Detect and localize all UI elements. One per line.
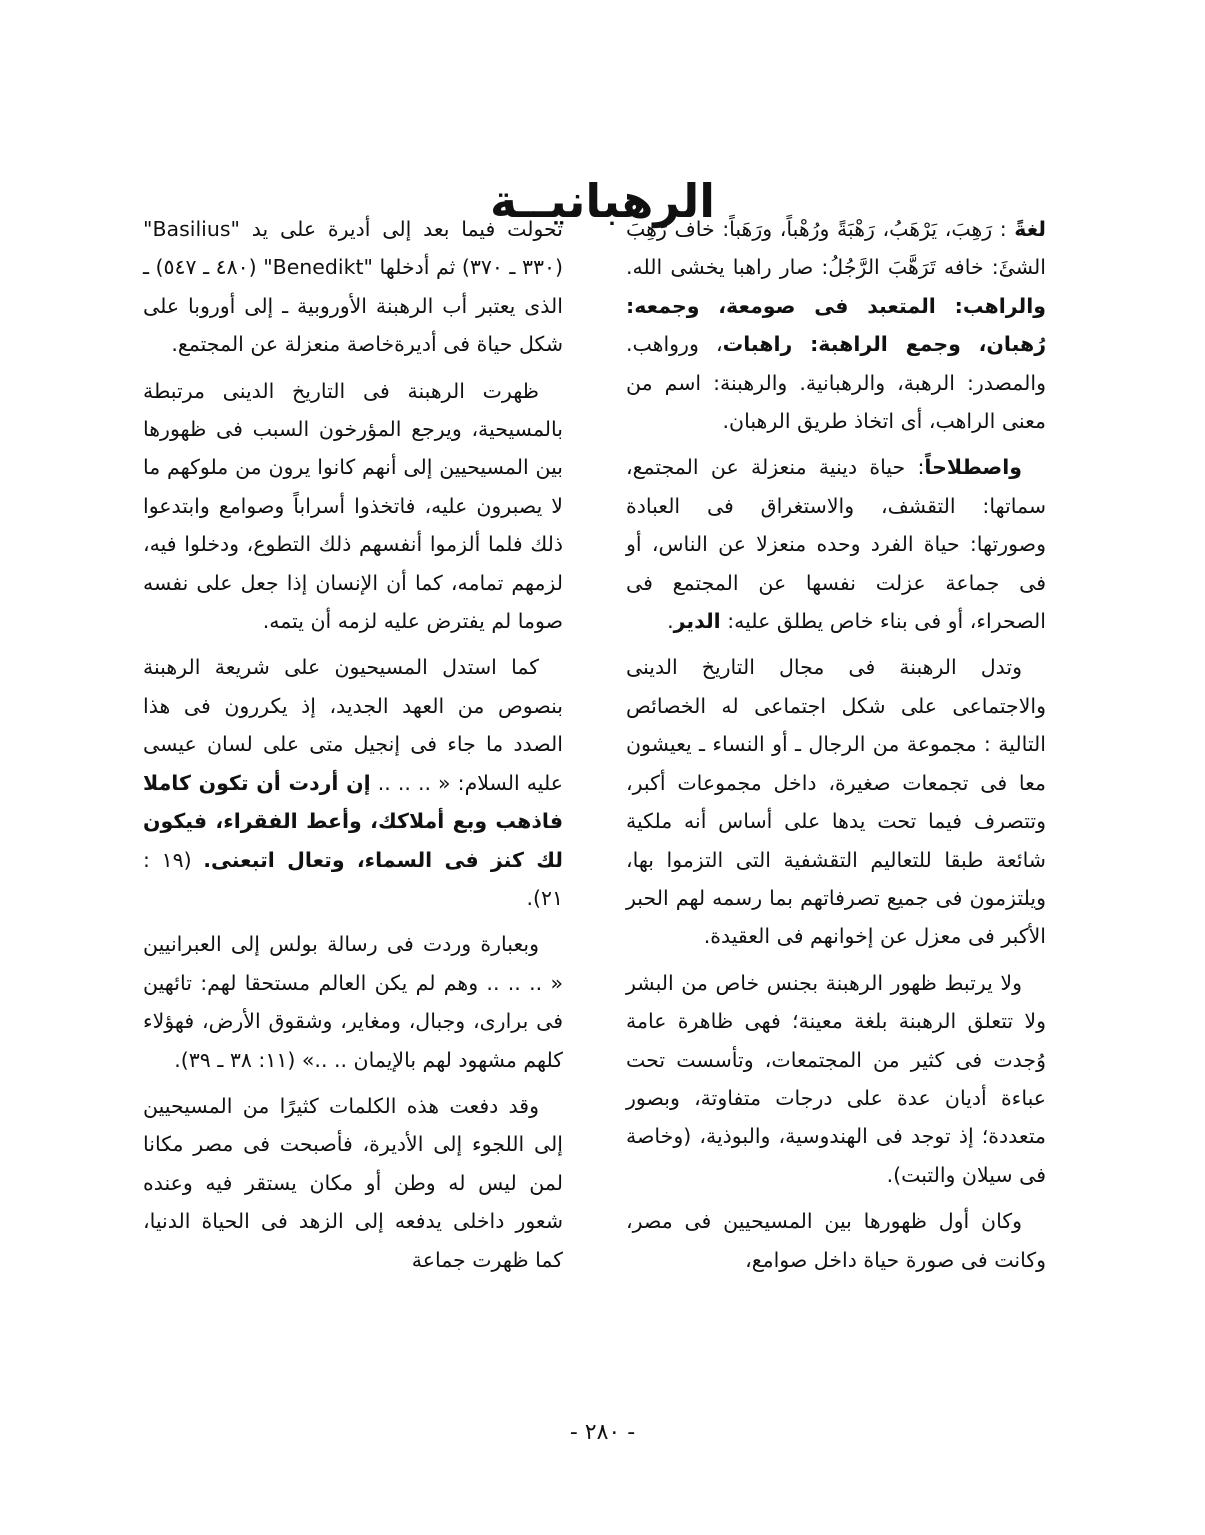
right-column xyxy=(626,210,1046,1287)
quote-bold-text: إن أردت أن تكون كاملا فاذهب وبع أملاكك، وأعط الفقراء، فيكون لك كنز فى السماء، وتعال اتبعنى. xyxy=(143,770,563,872)
paragraph: وكان أول ظهورها بين المسيحيين فى مصر، وكانت فى صورة حياة داخل صوامع، xyxy=(626,1209,1046,1272)
technical-text-end: . xyxy=(667,609,674,634)
technical-bold-term: الدير xyxy=(673,609,721,634)
paragraph: ولا يرتبط ظهور الرهبنة بجنس خاص من البشر ولا تتعلق الرهبنة بلغة معينة؛ فهى ظاهرة عامة وُجدت فى كثير من المجتمعات، وتأسست تحت عباءة أديان عدة على درجات متفاوتة، وبصور متعددة؛ إذ توجد فى الهندوسية، والبوذية، (وخاصة فى سيلان والتبت). xyxy=(626,970,1046,1187)
paragraph: ظهرت الرهبنة فى التاريخ الدينى مرتبطة بالمسيحية، ويرجع المؤرخون السبب فى ظهورها بين المسيحيين إلى أنهم كانوا يرون من ملوكهم ما لا يصبرون عليه، فاتخذوا أسراباً وصوامع وابتدعوا ذلك فلما ألزموا أنفسهم ذلك التطوع، ودخلوا فيه، لزمهم تمامه، كما أن الإنسان إذا جعل على نفسه صوما لم يفترض عليه لزمه أن يتمه. xyxy=(143,378,563,634)
gospel-quote-paragraph xyxy=(143,648,563,917)
paragraph: وبعبارة وردت فى رسالة بولس إلى العبرانيين « .. .. .. وهم لم يكن العالم مستحقا لهم: تائهين فى برارى، وجبال، ومغاير، وشقوق الأرض، فهؤلاء كلهم مشهود لهم بالإيمان .. ..» (١١: ٣٨ ـ ٣٩). xyxy=(143,932,563,1072)
technical-label: واصطلاحاً xyxy=(924,455,1022,480)
left-column xyxy=(143,210,563,1287)
paragraph: وقد دفعت هذه الكلمات كثيرًا من المسيحيين إلى اللجوء إلى الأديرة، فأصبحت فى مصر مكانا لمن ليس له وطن أو مكان يستقر فيه وعنده شعور داخلى يدفعه إلى الزهد فى الحياة الدنيا، كما ظهرت جماعة xyxy=(143,1093,563,1272)
lexical-text: : رَهِبَ، يَرْهَبُ، رَهْبَةً ورُهْباً، ورَهَباً: خاف رَهِبَ الشئَ: خافه تَرَهَّبَ الرَّجُلُ: صار راهبا يخشى الله. xyxy=(626,217,1046,280)
paragraph: تحولت فيما بعد إلى أديرة على يد "Basilius" (٣٣٠ ـ ٣٧٠) ثم أدخلها "Benedikt" (٤٨٠ ـ ٥٤٧) ـ الذى يعتبر أب الرهبنة الأوروبية ـ إلى أوروبا على شكل حياة فى أديرةخاصة منعزلة عن المجتمع. xyxy=(143,217,563,357)
lexical-label: لغةً xyxy=(1014,217,1046,241)
technical-text: : حياة دينية منعزلة عن المجتمع، سماتها: التقشف، والاستغراق فى العبادة وصورتها: حياة الفرد وحده منعزلا عن الناس، أو فى جماعة عزلت نفسها عن المجتمع فى الصحراء، أو فى بناء خاص يطلق عليه: xyxy=(626,455,1046,634)
page-number: - ٢٨٠ - xyxy=(569,1420,636,1445)
definition-lexical-paragraph xyxy=(626,210,1046,440)
definition-technical-paragraph xyxy=(626,448,1046,640)
quote-intro: كما استدل المسيحيون على شريعة الرهبنة بنصوص من العهد الجديد، إذ يكررون فى هذا الصدد ما جاء فى إنجيل متى على لسان عيسى عليه السلام: « .. .. .. xyxy=(143,655,564,795)
page-title: الرهبانيــة xyxy=(490,173,715,228)
paragraph: وتدل الرهبنة فى مجال التاريخ الدينى والاجتماعى على شكل اجتماعى له الخصائص التالية : مجموعة من الرجال ـ أو النساء ـ يعيشون معا فى تجمعات صغيرة، داخل مجموعات أكبر، وتتصرف فيما تحت يدها على أساس أنه ملكية شائعة طبقا للتعاليم التقشفية التى التزموا بها، ويلتزمون فى جميع تصرفاتهم بما رسمه لهم الحبر الأكبر فى معزل عن إخوانهم فى العقيدة. xyxy=(626,655,1046,949)
lexical-text-end: ، ورواهب. والمصدر: الرهبة، والرهبانية. والرهبنة: اسم من معنى الراهب، أى اتخاذ طريق الرهبان. xyxy=(626,332,1046,434)
quote-reference: (١٩ : ٢١). xyxy=(143,847,563,910)
lexical-bold-text: والراهب: المتعبد فى صومعة، وجمعه: رُهبان، وجمع الراهبة: راهبات xyxy=(626,293,1046,357)
